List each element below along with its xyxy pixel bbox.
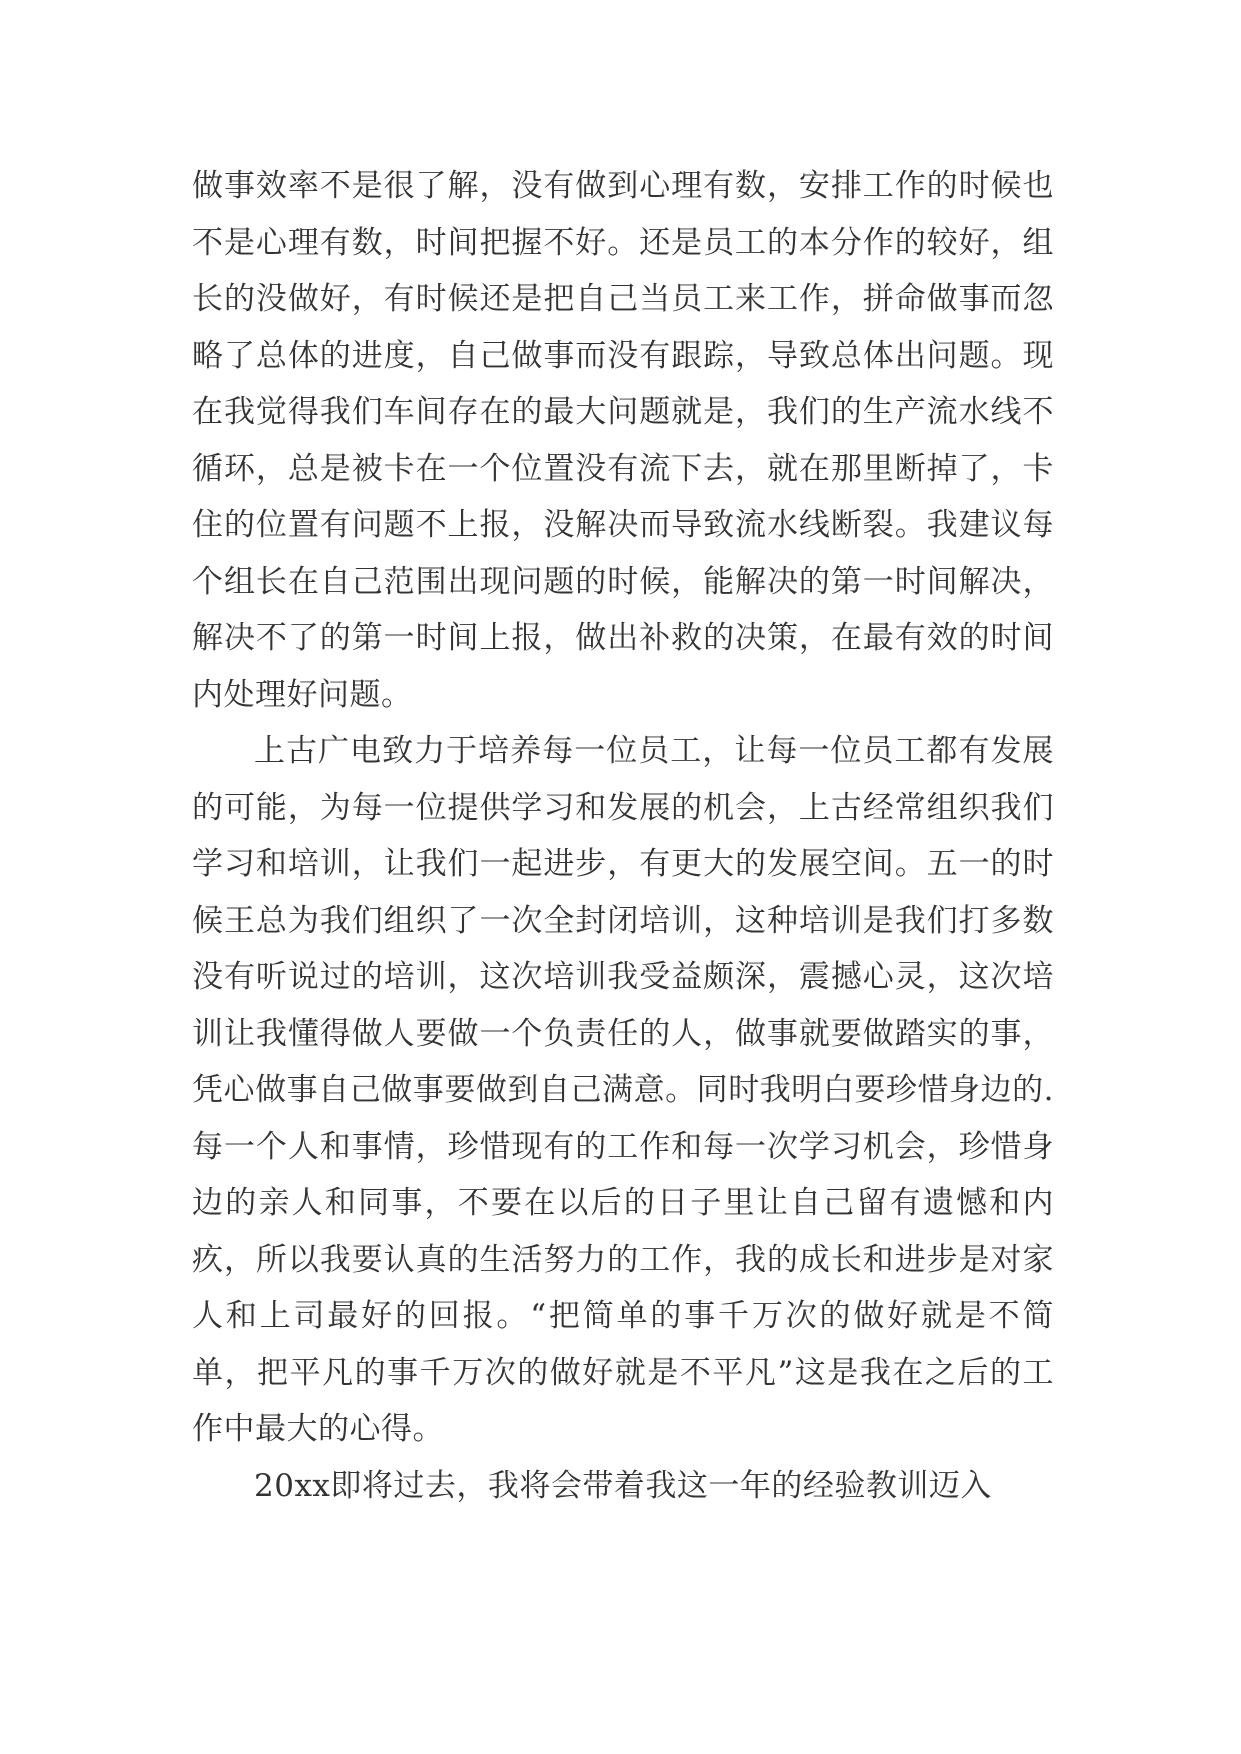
paragraph-3: 20xx即将过去，我将会带着我这一年的经验教训迈入: [254, 1467, 992, 1504]
document-body: [192, 158, 1054, 1514]
paragraph-1: 做事效率不是很了解，没有做到心理有数，安排工作的时候也不是心理有数，时间把握不好。还是员工的本分作的较好，组长的没做好，有时候还是把自己当员工来工作，拼命做事而忽略了总体的进度，自己做事而没有跟踪，导致总体出问题。现在我觉得我们车间存在的最大问题就是，我们的生产流水线不循环，总是被卡在一个位置没有流下去，就在那里断掉了，卡住的位置有问题不上报，没解决而导致流水线断裂。我建议每个组长在自己范围出现问题的时候，能解决的第一时间解决，解决不了的第一时间上报，做出补救的决策，在最有效的时间内处理好问题。: [192, 168, 1054, 713]
paragraph-2: 上古广电致力于培养每一位员工，让每一位员工都有发展的可能，为每一位提供学习和发展的机会，上古经常组织我们学习和培训，让我们一起进步，有更大的发展空间。五一的时候王总为我们组织了一次全封闭培训，这种培训是我们打多数没有听说过的培训，这次培训我受益颇深，震撼心灵，这次培训让我懂得做人要做一个负责任的人，做事就要做踏实的事，凭心做事自己做事要做到自己满意。同时我明白要珍惜身边的.每一个人和事情，珍惜现有的工作和每一次学习机会，珍惜身边的亲人和同事，不要在以后的日子里让自己留有遗憾和内疚，所以我要认真的生活努力的工作，我的成长和进步是对家人和上司最好的回报。“把简单的事千万次的做好就是不简单，把平凡的事千万次的做好就是不平凡”这是我在之后的工作中最大的心得。: [192, 733, 1054, 1447]
